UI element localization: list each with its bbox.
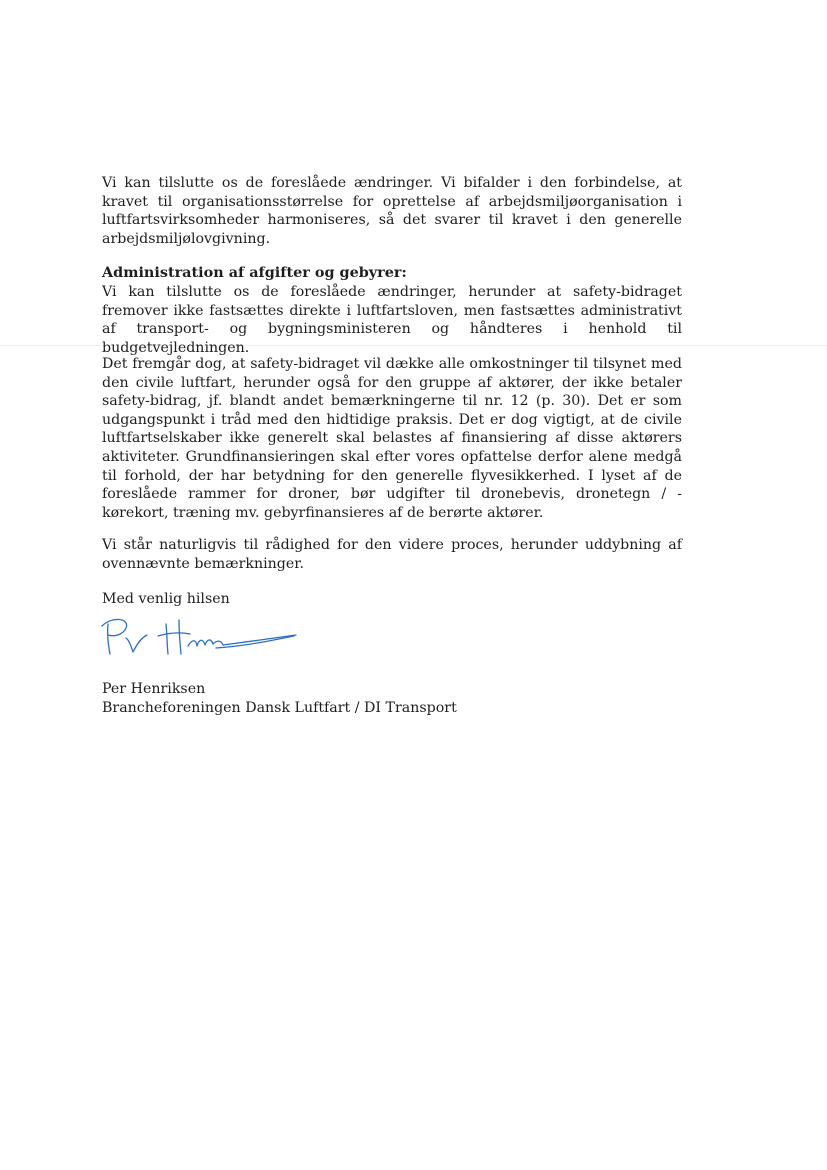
paragraph-raadighed: Vi står naturligvis til rådighed for den videre proces, herunder uddybning af ovennævnte bemærkninger. xyxy=(102,537,682,572)
signer-organisation: Brancheforeningen Dansk Luftfart / DI Transport xyxy=(102,700,457,716)
paragraph-omkostninger: Det fremgår dog, at safety-bidraget vil dække alle omkostninger til tilsynet med den civile luftfart, herunder også for den gruppe af aktører, der ikke betaler safety-bidrag, jf. blandt andet bemærkningerne til nr. 12 (p. 30). Det er som udgangspunkt i tråd med den hidtidige praksis. Det er dog vigtigt, at de civile luftfartselskaber ikke generelt skal belastes af finansiering af disse aktørers aktiviteter. Grundfinansieringen skal efter vores opfattelse derfor alene medgå til forhold, der har betydning for den generelle flyvesikkerhed. I lyset af de foreslåede rammer for droner, bør udgifter til dronebevis, dronetegn / -kørekort, træning mv. gebyrfinansieres af de berørte aktører. xyxy=(102,356,682,521)
paragraph-safety-bidrag: Vi kan tilslutte os de foreslåede ændringer, herunder at safety-bidraget fremover ikke fastsættes direkte i luftfartsloven, men fastsættes administrativt af transport- og bygningsministeren og håndteres i henhold til budgetvejledningen. xyxy=(102,284,682,356)
section-heading-afgifter: Administration af afgifter og gebyrer: xyxy=(102,264,407,281)
signer-name: Per Henriksen xyxy=(102,681,206,697)
closing-greeting: Med venlig hilsen xyxy=(102,591,230,607)
handwritten-signature xyxy=(96,608,306,664)
paragraph-arbejdsmiljo: Vi kan tilslutte os de foreslåede ændringer. Vi bifalder i den forbindelse, at kravet til organisationsstørrelse for oprettelse af arbejdsmiljøorganisation i luftfartsvirksomheder harmoniseres, så det svarer til kravet i den generelle arbejdsmiljølovgivning. xyxy=(102,175,682,247)
